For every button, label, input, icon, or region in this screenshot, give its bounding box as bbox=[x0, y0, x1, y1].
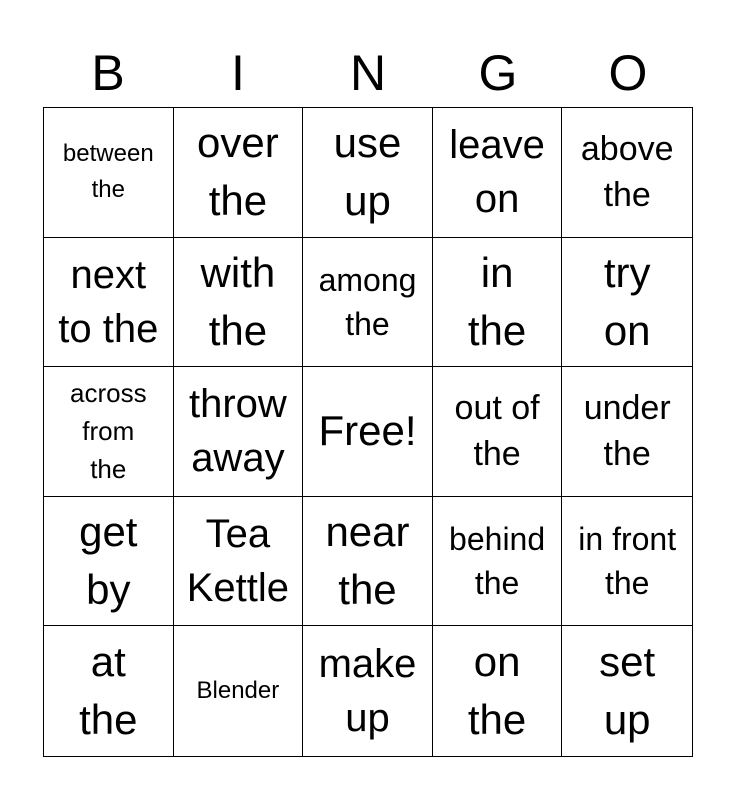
bingo-cell[interactable] bbox=[303, 497, 433, 627]
bingo-cell[interactable] bbox=[303, 108, 433, 238]
bingo-cell[interactable] bbox=[174, 238, 304, 368]
bingo-cell[interactable] bbox=[44, 626, 174, 756]
bingo-cell[interactable] bbox=[433, 497, 563, 627]
header-letter-o: O bbox=[608, 45, 648, 101]
bingo-cell[interactable] bbox=[44, 497, 174, 627]
cell-text: under the bbox=[583, 389, 671, 474]
free-space-label: Free! bbox=[318, 407, 417, 455]
cell-text: try on bbox=[603, 248, 651, 354]
bingo-board bbox=[43, 107, 693, 757]
bingo-cell[interactable] bbox=[562, 238, 692, 368]
cell-text: near the bbox=[325, 508, 410, 614]
bingo-cell[interactable] bbox=[44, 108, 174, 238]
bingo-cell[interactable] bbox=[174, 497, 304, 627]
cell-text: leave on bbox=[449, 123, 545, 222]
bingo-cell[interactable] bbox=[44, 367, 174, 497]
header-letter-n: N bbox=[349, 45, 387, 101]
header-letter-g: G bbox=[478, 45, 518, 101]
bingo-cell[interactable] bbox=[433, 367, 563, 497]
cell-text: set up bbox=[599, 638, 656, 744]
bingo-cell[interactable] bbox=[562, 367, 692, 497]
free-space-cell[interactable] bbox=[303, 367, 433, 497]
cell-text: among the bbox=[318, 261, 417, 342]
cell-text: next to the bbox=[58, 252, 159, 351]
bingo-cell[interactable] bbox=[433, 626, 563, 756]
cell-text: use up bbox=[333, 119, 402, 225]
bingo-cell[interactable] bbox=[174, 626, 304, 756]
cell-text: above the bbox=[580, 130, 674, 215]
header-letter-b: B bbox=[91, 45, 125, 101]
bingo-cell[interactable] bbox=[174, 367, 304, 497]
bingo-cell[interactable] bbox=[562, 497, 692, 627]
cell-text: between the bbox=[62, 140, 154, 204]
header-letter-i: I bbox=[231, 45, 245, 101]
bingo-cell[interactable] bbox=[562, 108, 692, 238]
cell-text: in the bbox=[467, 248, 527, 354]
cell-text: at the bbox=[79, 638, 138, 744]
bingo-header bbox=[43, 40, 693, 106]
cell-text: get by bbox=[79, 508, 138, 614]
cell-text: on the bbox=[467, 638, 527, 744]
cell-text: in front the bbox=[578, 521, 677, 602]
bingo-cell[interactable] bbox=[562, 626, 692, 756]
cell-text: with the bbox=[200, 248, 276, 354]
cell-text: over the bbox=[197, 119, 279, 225]
cell-text: throw away bbox=[188, 382, 287, 481]
bingo-cell[interactable] bbox=[303, 626, 433, 756]
cell-text: out of the bbox=[454, 389, 540, 474]
bingo-cell[interactable] bbox=[303, 238, 433, 368]
bingo-cell[interactable] bbox=[174, 108, 304, 238]
cell-text: make up bbox=[318, 642, 417, 741]
bingo-cell[interactable] bbox=[44, 238, 174, 368]
cell-text: Blender bbox=[196, 677, 280, 705]
bingo-cell[interactable] bbox=[433, 238, 563, 368]
bingo-cell[interactable] bbox=[433, 108, 563, 238]
cell-text: Tea Kettle bbox=[186, 512, 290, 611]
cell-text: across from the bbox=[70, 378, 147, 485]
cell-text: behind the bbox=[449, 521, 546, 602]
